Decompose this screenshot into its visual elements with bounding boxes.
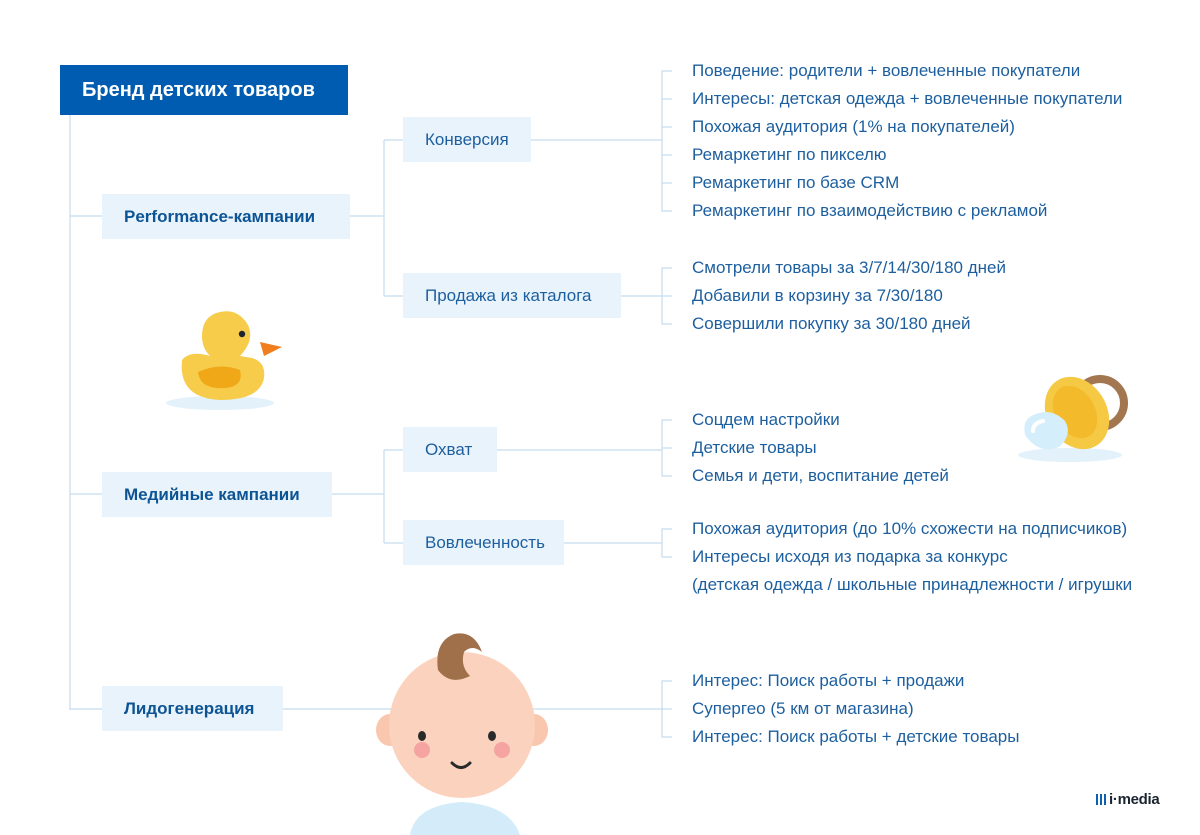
- leaf-item: Поведение: родители + вовлеченные покупатели: [692, 61, 1081, 80]
- logo-mark-icon: [1096, 794, 1106, 805]
- node-conversion: Конверсия: [403, 117, 531, 162]
- leaf-item: Ремаркетинг по базе CRM: [692, 173, 900, 192]
- leaf-item: Совершили покупку за 30/180 дней: [692, 314, 971, 333]
- imedia-logo: [1096, 791, 1159, 808]
- baby-face-icon: [370, 630, 560, 835]
- leaf-item: Добавили в корзину за 7/30/180: [692, 286, 943, 305]
- diagram-title: Бренд детских товаров: [60, 65, 348, 115]
- node-leadgen: Лидогенерация: [102, 686, 283, 731]
- leaf-item: Соцдем настройки: [692, 410, 840, 429]
- leaf-item: Интерес: Поиск работы + продажи: [692, 671, 965, 690]
- leaf-item: Супергео (5 км от магазина): [692, 699, 914, 718]
- leaf-item: Семья и дети, воспитание детей: [692, 466, 949, 485]
- leaf-item: (детская одежда / школьные принадлежности / игрушки: [692, 575, 1133, 594]
- node-catalog-sales: Продажа из каталога: [403, 273, 621, 318]
- leaf-item: Ремаркетинг по пикселю: [692, 145, 887, 164]
- leaf-item: Интересы: детская одежда + вовлеченные покупатели: [692, 89, 1123, 108]
- leaf-item: Интересы исходя из подарка за конкурс: [692, 547, 1008, 566]
- leaf-item: Смотрели товары за 3/7/14/30/180 дней: [692, 258, 1006, 277]
- node-media: Медийные кампании: [102, 472, 332, 517]
- leaf-item: Интерес: Поиск работы + детские товары: [692, 727, 1020, 746]
- duck-icon: [160, 300, 290, 415]
- pacifier-icon: [1015, 365, 1130, 465]
- node-performance: Performance-кампании: [102, 194, 350, 239]
- node-engagement: Вовлеченность: [403, 520, 564, 565]
- leaf-item: Детские товары: [692, 438, 817, 457]
- node-reach: Охват: [403, 427, 497, 472]
- leaf-item: Похожая аудитория (1% на покупателей): [692, 117, 1015, 136]
- logo-text: i·media: [1109, 791, 1160, 808]
- leaf-item: Похожая аудитория (до 10% схожести на подписчиков): [692, 519, 1128, 538]
- leaf-item: Ремаркетинг по взаимодействию с рекламой: [692, 201, 1048, 220]
